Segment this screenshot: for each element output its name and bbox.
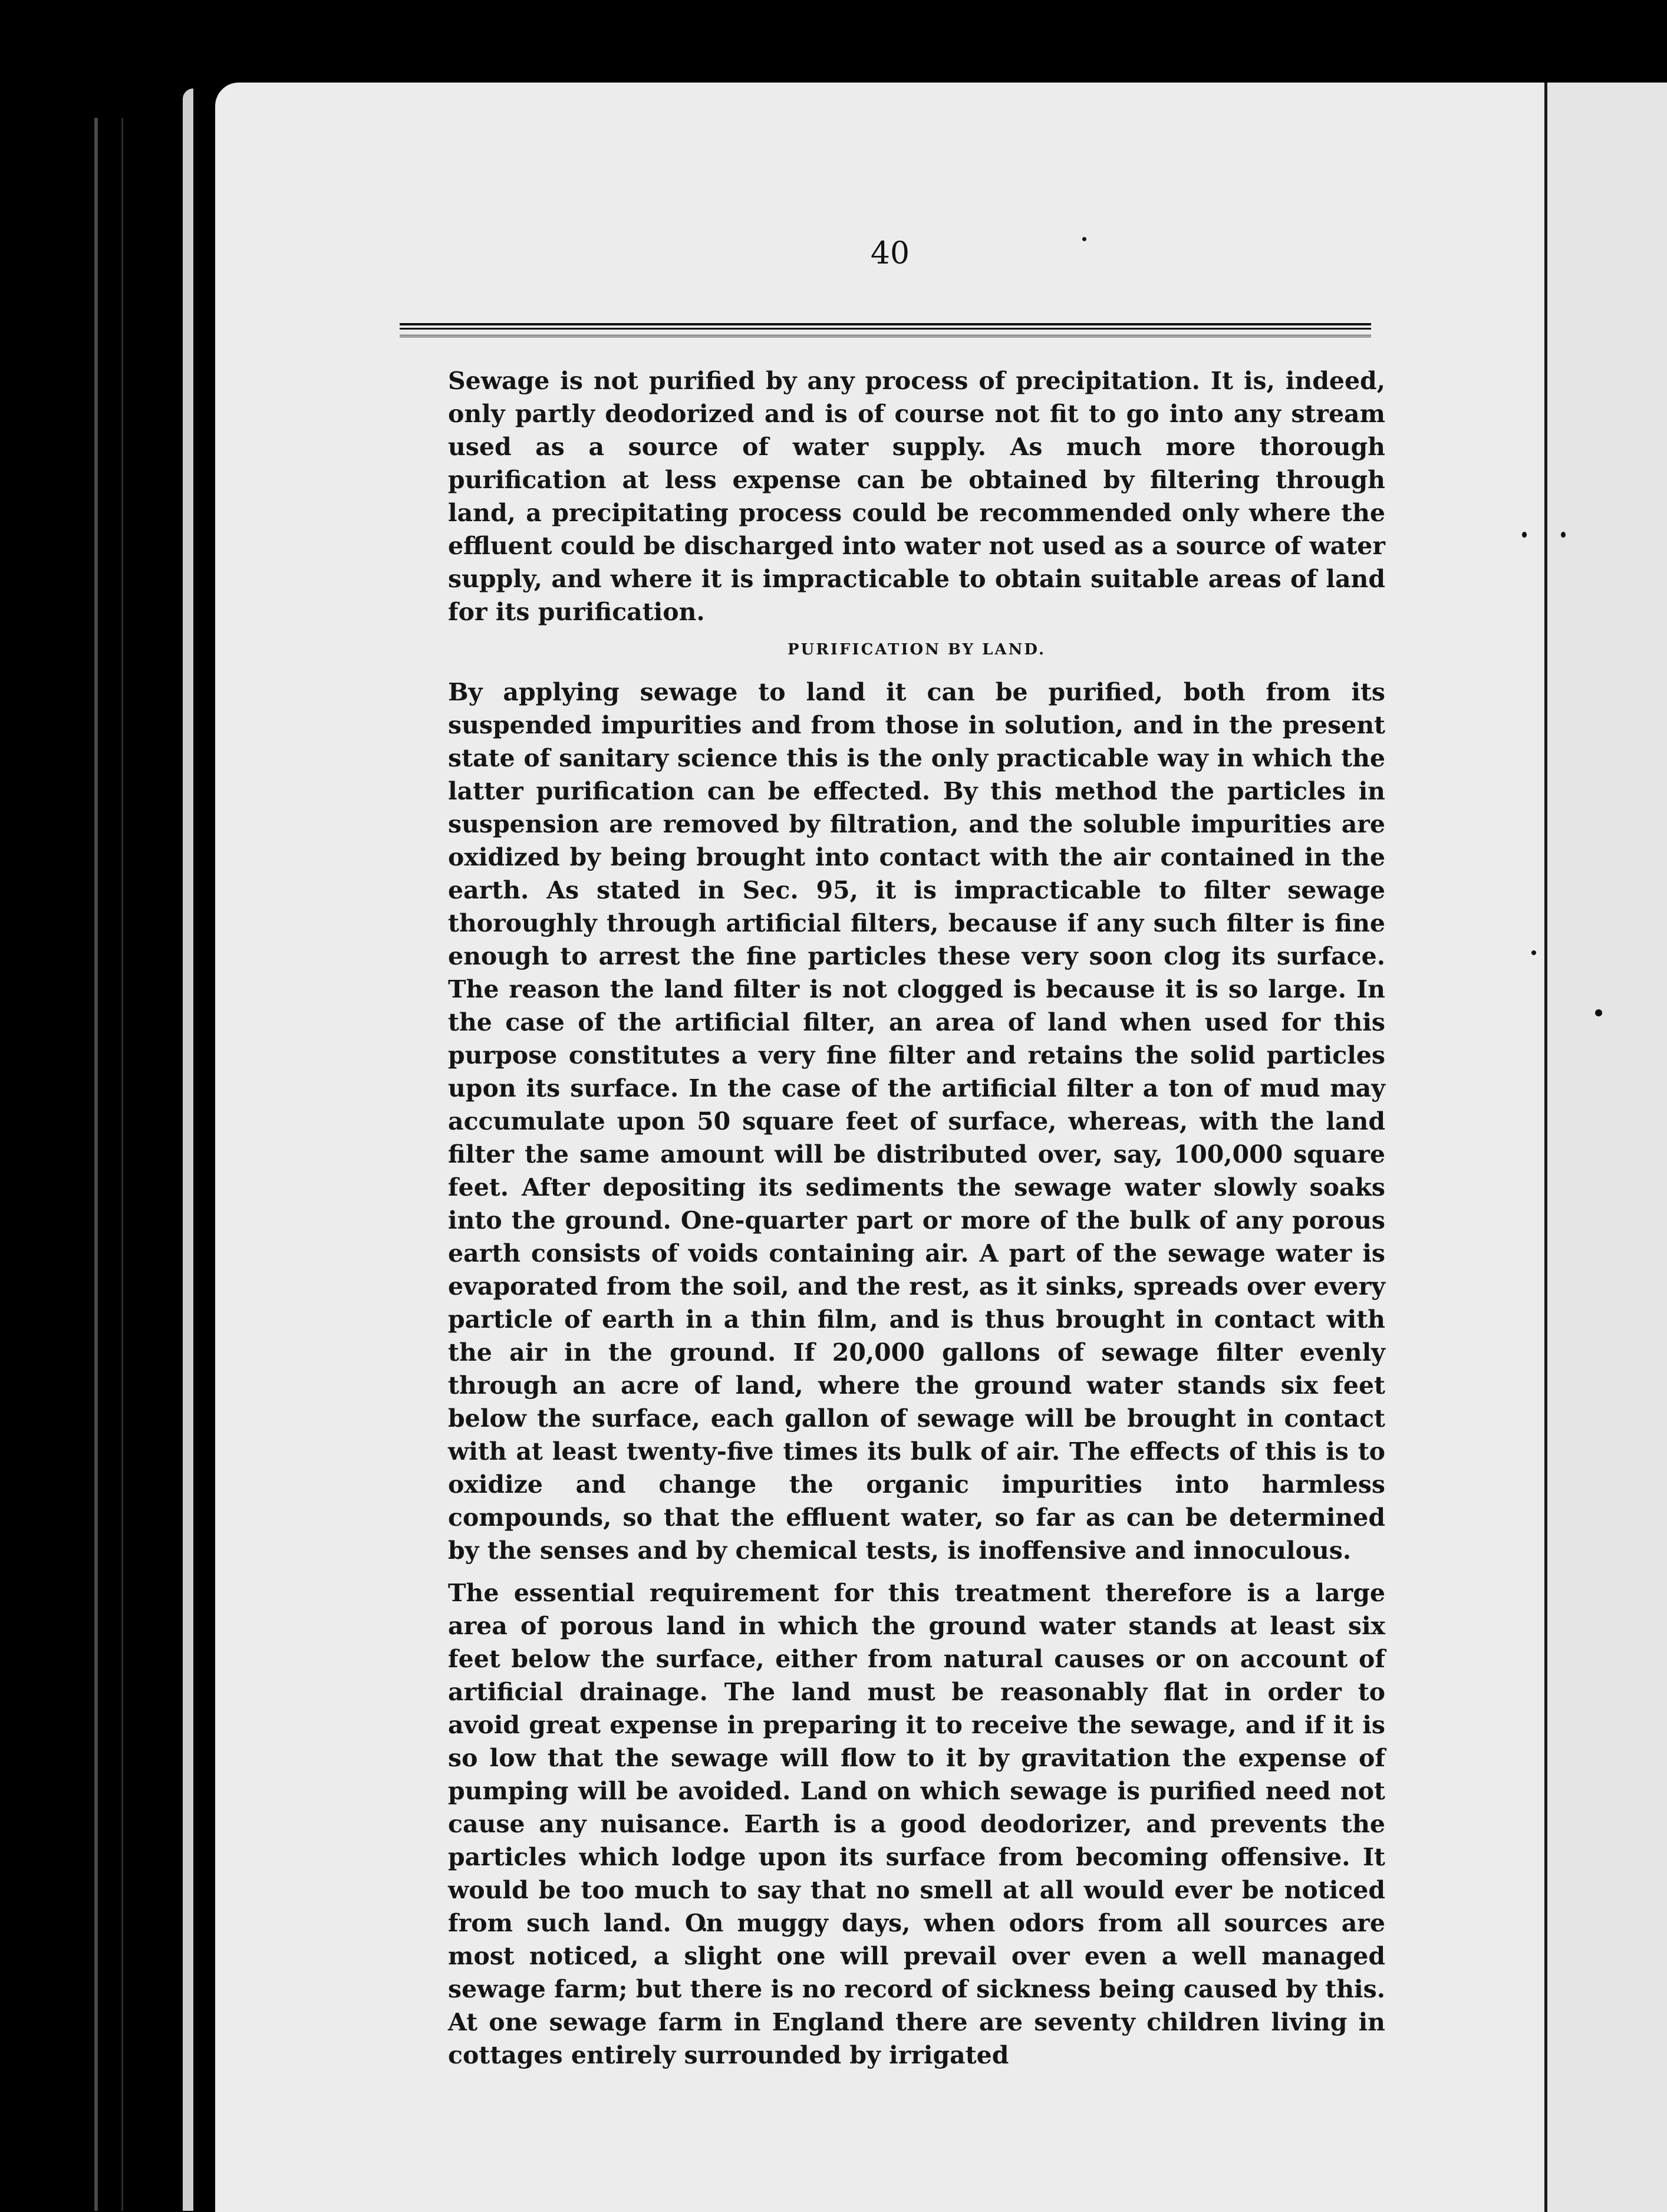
paragraph-precipitation: Sewage is not purified by any process of precipitation. It is, indeed, only partly deodorized and is of course not fit to go into any stream used as a source of water supply. As much more thorough purification at less expense can be obtained by filtering through land, a precipitating process could be recommended only where the effluent could be discharged into water not used as a source of water supply, and where it is impracticable to obtain suitable areas of land for its purification. — [448, 367, 1385, 626]
page-edge-shadow — [183, 88, 193, 2211]
page-number: 40 — [870, 236, 910, 271]
section-heading: PURIFICATION BY LAND. — [787, 641, 1046, 659]
ink-speck — [1595, 1009, 1602, 1016]
body-text — [448, 364, 1385, 2081]
ink-speck — [1561, 532, 1566, 538]
ink-speck — [1531, 950, 1536, 955]
header-double-rule — [400, 323, 1371, 337]
paragraph-essential-requirement: The essential requirement for this treatment therefore is a large area of porous land in which the ground water stands at least six feet below the surface, either from natural causes or on account of artificial drainage. The land must be reasonably flat in order to avoid great expense in preparing it to receive the sewage, and if it is so low that the sewage will flow to it by gravitation the expense of pumping will be avoided. Land on which sewage is purified need not cause any nuisance. Earth is a good deodorizer, and prevents the particles which lodge upon its surface from becoming offensive. It would be too much to say that no smell at all would ever be noticed from such land. On muggy days, when odors from all sources are most noticed, a slight one will prevail over even a well managed sewage farm; but there is no record of sickness being caused by this. At one sewage farm in England there are seventy children living in cottages entirely surrounded by irrigated — [448, 1579, 1385, 2069]
ink-speck — [1082, 237, 1086, 241]
paragraph-purification-by-land: By applying sewage to land it can be purified, both from its suspended impurities and from those in solution, and in the present state of sanitary science this is the only practicable way in which the latter purification can be effected. By this method the particles in suspension are removed by filtration, and the soluble impurities are oxidized by being brought into contact with the air contained in the earth. As stated in Sec. 95, it is impracticable to filter sewage thoroughly through artificial filters, because if any such filter is fine enough to arrest the fine particles these very soon clog its surface. The reason the land filter is not clogged is because it is so large. In the case of the artificial filter, an area of land when used for this purpose constitutes a very fine filter and retains the solid particles upon its surface. In the case of the artificial filter a ton of mud may accumulate upon 50 square feet of surface, whereas, with the land filter the same amount will be distributed over, say, 100,000 square feet. After depositing its sediments the sewage water slowly soaks into the ground. One-quarter part or more of the bulk of any porous earth consists of voids containing air. A part of the sewage water is evaporated from the soil, and the rest, as it sinks, spreads over every particle of earth in a thin film, and is thus brought in contact with the air in the ground. If 20,000 gallons of sewage filter evenly through an acre of land, where the ground water stands six feet below the surface, each gallon of sewage will be brought in contact with at least twenty-five times its bulk of air. The effects of this is to oxidize and change the organic impurities into harmless compounds, so that the effluent water, so far as can be determined by the senses and by chemical tests, is inoffensive and innoculous. — [448, 678, 1385, 1565]
adjacent-page-sliver — [1547, 83, 1667, 2212]
ink-speck — [1522, 532, 1527, 538]
book-binding-edge — [94, 118, 123, 2211]
